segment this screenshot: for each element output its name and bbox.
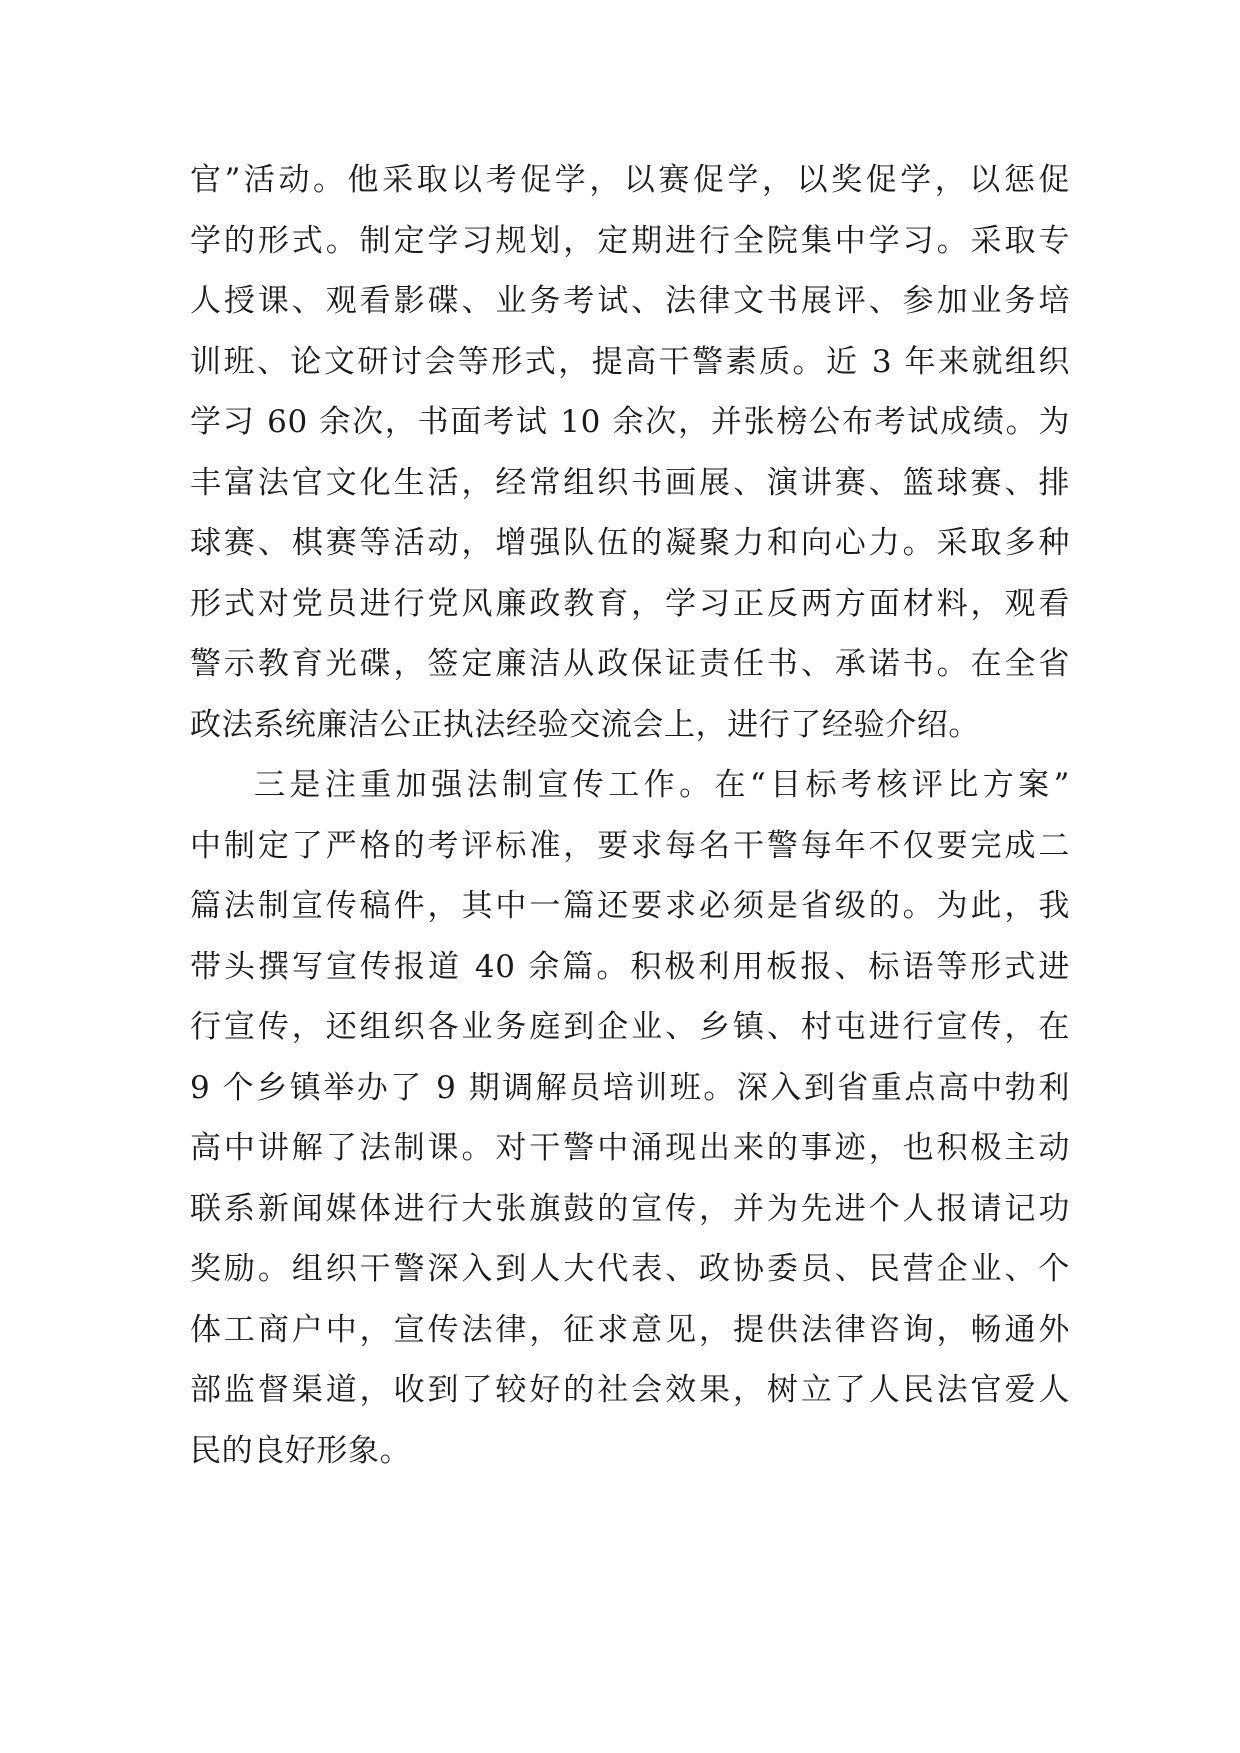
paragraph-1-line-3: 人授课、观看影碟、业务考试、法律文书展评、参加业务培	[190, 283, 1070, 319]
paragraph-2-line-12: 民的良好形象。	[190, 1432, 412, 1469]
paragraph-1-line-5: 学习 60 余次，书面考试 10 余次，并张榜公布考试成绩。为	[190, 404, 1070, 440]
paragraph-1-line-6: 丰富法官文化生活，经常组织书画展、演讲赛、篮球赛、排	[190, 464, 1070, 501]
paragraph-2-line-10: 体工商户中，宣传法律，征求意见，提供法律咨询，畅通外	[190, 1311, 1070, 1348]
paragraph-1-line-7: 球赛、棋赛等活动，增强队伍的凝聚力和向心力。采取多种	[190, 525, 1070, 561]
paragraph-2-line-3: 篇法制宣传稿件，其中一篇还要求必须是省级的。为此，我	[190, 888, 1070, 924]
paragraph-2-line-5: 行宣传，还组织各业务庭到企业、乡镇、村屯进行宣传，在	[190, 1009, 1070, 1045]
paragraph-2-line-6: 9 个乡镇举办了 9 期调解员培训班。深入到省重点高中勃利	[190, 1069, 1070, 1106]
paragraph-2-line-2: 中制定了严格的考评标准，要求每名干警每年不仅要完成二	[190, 827, 1070, 864]
paragraph-1-line-2: 学的形式。制定学习规划，定期进行全院集中学习。采取专	[190, 222, 1070, 259]
paragraph-2-line-1: 三是注重加强法制宣传工作。在“目标考核评比方案”	[254, 767, 1070, 803]
paragraph-2-line-8: 联系新闻媒体进行大张旗鼓的宣传，并为先进个人报请记功	[190, 1190, 1070, 1227]
paragraph-2-line-9: 奖励。组织干警深入到人大代表、政协委员、民营企业、个	[190, 1251, 1070, 1287]
paragraph-1-line-8: 形式对党员进行党风廉政教育，学习正反两方面材料，观看	[190, 585, 1070, 622]
paragraph-1-line-4: 训班、论文研讨会等形式，提高干警素质。近 3 年来就组织	[190, 343, 1070, 380]
paragraph-2-line-4: 带头撰写宣传报道 40 余篇。积极利用板报、标语等形式进	[190, 948, 1070, 985]
paragraph-1-line-10: 政法系统廉洁公正执法经验交流会上，进行了经验介绍。	[190, 706, 980, 743]
body-text	[190, 150, 1070, 1481]
paragraph-1-line-9: 警示教育光碟，签定廉洁从政保证责任书、承诺书。在全省	[190, 646, 1070, 682]
paragraph-1-line-1: 官”活动。他采取以考促学，以赛促学，以奖促学，以惩促	[190, 162, 1070, 198]
paragraph-2-line-11: 部监督渠道，收到了较好的社会效果，树立了人民法官爱人	[190, 1372, 1070, 1408]
paragraph-2-line-7: 高中讲解了法制课。对干警中涌现出来的事迹，也积极主动	[190, 1130, 1070, 1166]
